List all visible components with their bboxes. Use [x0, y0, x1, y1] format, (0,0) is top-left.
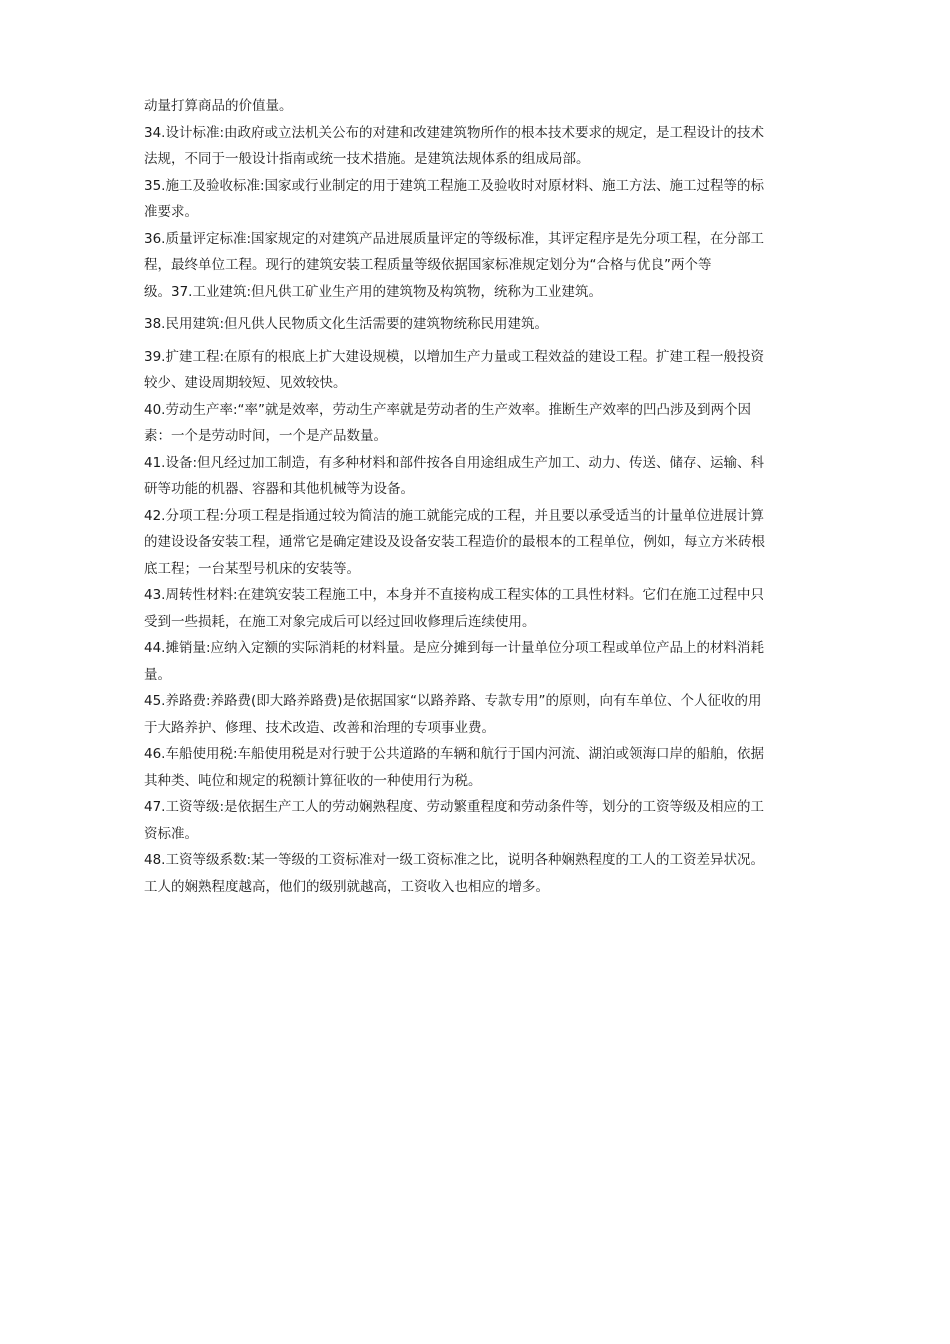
- paragraph-44: [144, 635, 812, 688]
- paragraph-41: [144, 450, 812, 503]
- paragraph-40: [144, 397, 812, 450]
- text-line: 35.施工及验收标准:国家或行业制定的用于建筑工程施工及验收时对原材料、施工方法、施工过程等的标: [144, 177, 765, 194]
- text-line: 工人的娴熟程度越高，他们的级别就越高，工资收入也相应的增多。: [144, 878, 549, 895]
- paragraph-34: [144, 120, 812, 173]
- text-line: 研等功能的机器、容器和其他机械等为设备。: [144, 481, 414, 497]
- paragraph-35: [144, 173, 812, 226]
- text-line: 45.养路费:养路费(即大路养路费)是依据国家“以路养路、专款专用”的原则，向有车单位、个人征收的用: [144, 693, 762, 709]
- text-line: 级。37.工业建筑:但凡供工矿业生产用的建筑物及构筑物，统称为工业建筑。: [144, 283, 603, 300]
- text-line: 40.劳动生产率:“率”就是效率，劳动生产率就是劳动者的生产效率。推断生产效率的凹凸涉及到两个因: [144, 401, 752, 418]
- text-line: 41.设备:但凡经过加工制造，有多种材料和部件按各自用途组成生产加工、动力、传送、储存、运输、科: [144, 454, 765, 471]
- paragraph-continuation: [144, 93, 812, 120]
- document-body: [144, 93, 812, 900]
- paragraph-45: [144, 688, 812, 741]
- paragraph-47: [144, 794, 812, 847]
- text-line: 38.民用建筑:但凡供人民物质文化生活需要的建筑物统称民用建筑。: [144, 316, 549, 332]
- text-line: 44.摊销量:应纳入定额的实际消耗的材料量。是应分摊到每一计量单位分项工程或单位产品上的材料消耗: [144, 640, 765, 656]
- paragraph-39: [144, 344, 812, 397]
- paragraph-43: [144, 582, 812, 635]
- paragraph-48: [144, 847, 812, 900]
- paragraph-36: [144, 226, 812, 306]
- text-line: 量。: [144, 666, 171, 683]
- text-line: 底工程；一台某型号机床的安装等。: [144, 560, 360, 577]
- text-line: 程，最终单位工程。现行的建筑安装工程质量等级依据国家标准规定划分为“合格与优良”两个等: [144, 257, 712, 273]
- paragraph-42: [144, 503, 812, 583]
- text-line: 动量打算商品的价值量。: [144, 98, 293, 114]
- text-line: 受到一些损耗，在施工对象完成后可以经过回收修理后连续使用。: [144, 613, 536, 630]
- text-line: 较少、建设周期较短、见效较快。: [144, 375, 347, 391]
- paragraph-38: [144, 311, 812, 338]
- text-line: 素：一个是劳动时间，一个是产品数量。: [144, 428, 387, 444]
- text-line: 34.设计标准:由政府或立法机关公布的对建和改建建筑物所作的根本技术要求的规定，是工程设计的技术: [144, 124, 765, 141]
- text-line: 43.周转性材料:在建筑安装工程施工中，本身并不直接构成工程实体的工具性材料。它们在施工过程中只: [144, 587, 765, 603]
- text-line: 准要求。: [144, 204, 198, 220]
- paragraph-46: [144, 741, 812, 794]
- text-line: 于大路养护、修理、技术改造、改善和治理的专项事业费。: [144, 719, 495, 736]
- text-line: 36.质量评定标准:国家规定的对建筑产品进展质量评定的等级标准，其评定程序是先分项工程，在分部工: [144, 230, 765, 247]
- text-line: 的建设设备安装工程，通常它是确定建设及设备安装工程造价的最根本的工程单位，例如，每立方米砖根: [144, 534, 765, 550]
- text-line: 46.车船使用税:车船使用税是对行驶于公共道路的车辆和航行于国内河流、湖泊或领海口岸的船舶，依据: [144, 746, 765, 762]
- text-line: 其种类、吨位和规定的税额计算征收的一种使用行为税。: [144, 772, 482, 789]
- text-line: 48.工资等级系数:某一等级的工资标准对一级工资标准之比，说明各种娴熟程度的工人的工资差异状况。: [144, 852, 765, 868]
- text-line: 47.工资等级:是依据生产工人的劳动娴熟程度、劳动繁重程度和劳动条件等，划分的工资等级及相应的工: [144, 799, 765, 815]
- text-line: 资标准。: [144, 825, 198, 842]
- text-line: 39.扩建工程:在原有的根底上扩大建设规模，以增加生产力量或工程效益的建设工程。扩建工程一般投资: [144, 348, 765, 365]
- text-line: 42.分项工程:分项工程是指通过较为简洁的施工就能完成的工程，并且要以承受适当的计量单位进展计算: [144, 507, 765, 524]
- text-line: 法规，不同于一般设计指南或统一技术措施。是建筑法规体系的组成局部。: [144, 151, 590, 167]
